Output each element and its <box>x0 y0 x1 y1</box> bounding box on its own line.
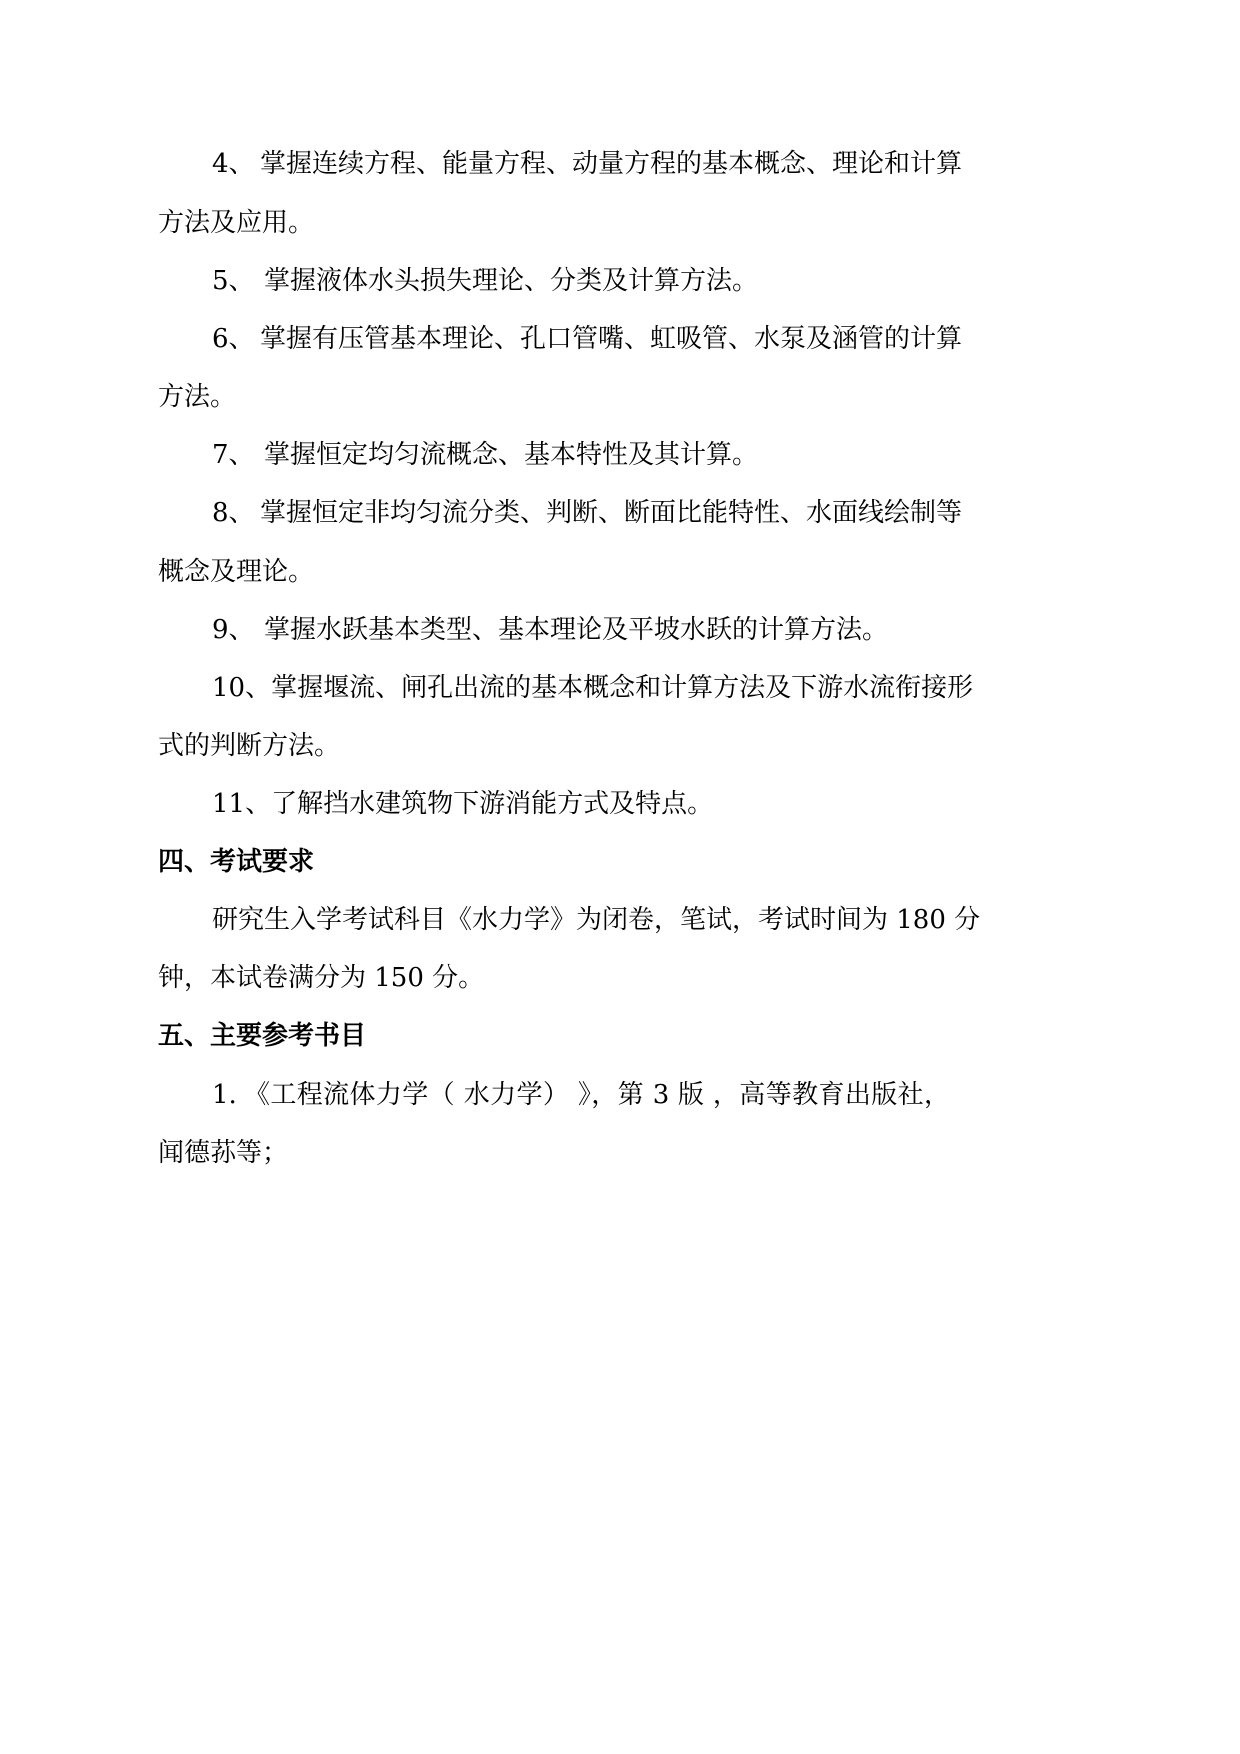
list-item <box>0 261 1240 301</box>
list-item <box>0 668 1240 708</box>
item-text: 掌握液体水头损失理论、分类及计算方法。 <box>264 266 759 296</box>
item-number: 8、 <box>212 498 255 528</box>
list-item <box>0 610 1240 650</box>
section-heading-references: 五、主要参考书目 <box>158 1021 367 1051</box>
item-text: 方法及应用。 <box>158 208 315 238</box>
list-item-continuation <box>0 377 1240 417</box>
reference-number: 1. <box>212 1080 237 1110</box>
reference-text: 《工程流体力学（ 水力学） 》，第 3 版 ，高等教育出版社， <box>244 1080 950 1110</box>
reference-item-continuation <box>0 1133 1240 1173</box>
list-item <box>0 784 1240 824</box>
paragraph-line <box>0 900 1240 940</box>
reference-item <box>0 1075 1240 1115</box>
paragraph-text: 研究生入学考试科目《水力学》为闭卷，笔试，考试时间为 180 分 <box>212 905 981 935</box>
list-item-continuation <box>0 203 1240 243</box>
section-heading <box>0 842 1240 882</box>
list-item <box>0 144 1240 184</box>
section-heading <box>0 1016 1240 1056</box>
item-number: 9、 <box>212 615 255 645</box>
item-text: 式的判断方法。 <box>158 731 341 761</box>
list-item-continuation <box>0 726 1240 766</box>
item-text: 10、掌握堰流、闸孔出流的基本概念和计算方法及下游水流衔接形 <box>212 673 974 703</box>
item-text: 掌握有压管基本理论、孔口管嘴、虹吸管、水泵及涵管的计算 <box>260 324 963 354</box>
item-number: 7、 <box>212 440 255 470</box>
list-item-continuation <box>0 552 1240 592</box>
item-text: 11、了解挡水建筑物下游消能方式及特点。 <box>212 789 714 819</box>
list-item <box>0 493 1240 533</box>
item-text: 概念及理论。 <box>158 557 315 587</box>
item-text: 掌握连续方程、能量方程、动量方程的基本概念、理论和计算 <box>260 149 963 179</box>
list-item <box>0 435 1240 475</box>
reference-text: 闻德荪等； <box>158 1138 289 1168</box>
item-number: 6、 <box>212 324 255 354</box>
item-text: 掌握水跃基本类型、基本理论及平坡水跃的计算方法。 <box>264 615 889 645</box>
section-heading-exam-requirements: 四、考试要求 <box>158 847 315 877</box>
item-number: 4、 <box>212 149 255 179</box>
item-text: 掌握恒定非均匀流分类、判断、断面比能特性、水面线绘制等 <box>260 498 963 528</box>
item-text: 掌握恒定均匀流概念、基本特性及其计算。 <box>264 440 759 470</box>
item-text: 方法。 <box>158 382 237 412</box>
paragraph-line <box>0 958 1240 998</box>
paragraph-text: 钟，本试卷满分为 150 分。 <box>158 963 485 993</box>
list-item <box>0 319 1240 359</box>
item-number: 5、 <box>212 266 255 296</box>
